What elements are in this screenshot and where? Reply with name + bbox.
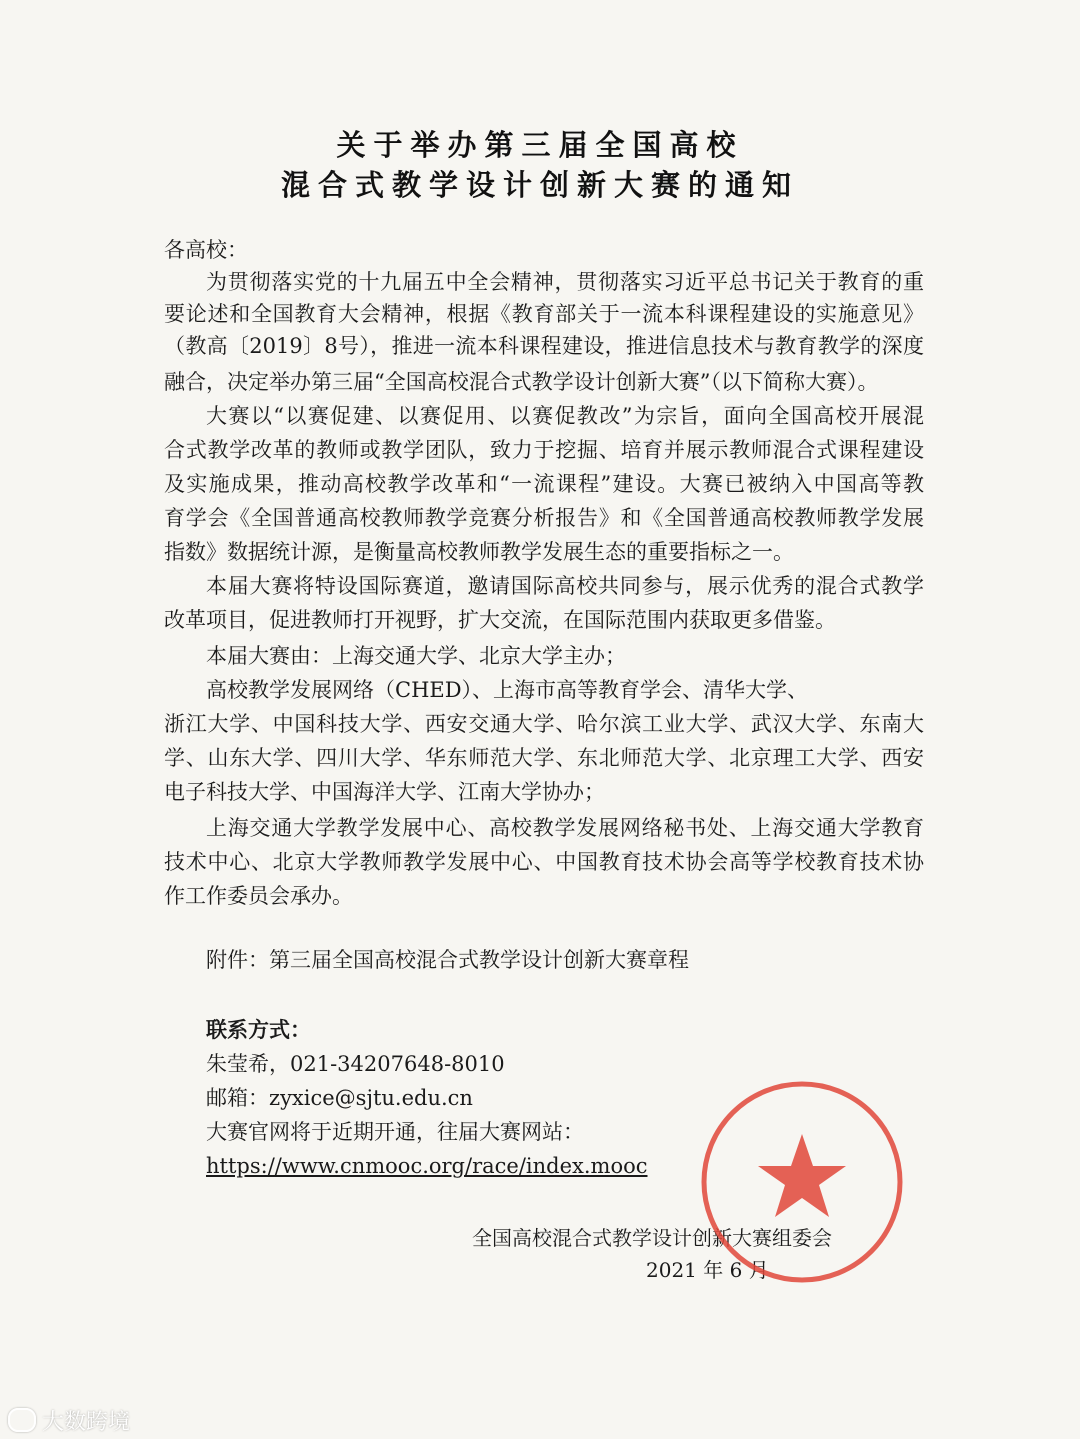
para5-line: 高校教学发展网络（CHED）、上海市高等教育学会、清华大学、: [206, 678, 809, 702]
para6-line: 技术中心、北京大学教师教学发展中心、中国教育技术协会高等学校教育技术协: [164, 850, 924, 874]
para1-line: 要论述和全国教育大会精神，根据《教育部关于一流本科课程建设的实施意见》: [164, 302, 924, 326]
para6-line: 上海交通大学教学发展中心、高校教学发展网络秘书处、上海交通大学教育: [206, 816, 924, 840]
para5-line: 电子科技大学、中国海洋大学、江南大学协办；: [164, 780, 605, 804]
para2-line: 大赛以“以赛促建、以赛促用、以赛促教改”为宗旨，面向全国高校开展混: [206, 404, 924, 428]
para4-line: 本届大赛由：上海交通大学、北京大学主办；: [206, 644, 626, 668]
para2-line: 合式教学改革的教师或教学团队，致力于挖掘、培育并展示教师混合式课程建设: [164, 438, 924, 462]
contact-heading: 联系方式：: [206, 1017, 311, 1042]
para1-line: （教高〔2019〕8号），推进一流本科课程建设，推进信息技术与教育教学的深度: [164, 334, 924, 358]
signature-date: 2021 年 6 月: [646, 1258, 769, 1282]
race-website-link[interactable]: https://www.cnmooc.org/race/index.mooc: [206, 1154, 648, 1178]
document-title-line2: 混合式教学设计创新大赛的通知: [280, 168, 799, 202]
para3-line: 改革项目，促进教师打开视野，扩大交流，在国际范围内获取更多借鉴。: [164, 608, 836, 632]
salutation: 各高校：: [164, 238, 248, 262]
website-note: 大赛官网将于近期开通，往届大赛网站：: [206, 1120, 584, 1144]
para2-line: 育学会《全国普通高校教师教学竞赛分析报告》和《全国普通高校教师教学发展: [164, 506, 924, 530]
para2-line: 及实施成果，推动高校教学改革和“一流课程”建设。大赛已被纳入中国高等教: [164, 472, 924, 496]
contact-person: 朱莹希，021-34207648-8010: [206, 1052, 505, 1076]
watermark-logo-icon: [8, 1408, 36, 1432]
para2-line: 指数》数据统计源，是衡量高校教师教学发展生态的重要指标之一。: [164, 540, 794, 564]
watermark-text: 大数跨境: [42, 1409, 131, 1435]
para5-line: 学、山东大学、四川大学、华东师范大学、东北师范大学、北京理工大学、西安: [164, 746, 924, 770]
contact-email: 邮箱：zyxice@sjtu.edu.cn: [206, 1086, 473, 1110]
document-title-line1: 关于举办第三届全国高校: [336, 128, 744, 162]
para5-line: 浙江大学、中国科技大学、西安交通大学、哈尔滨工业大学、武汉大学、东南大: [164, 712, 924, 736]
para6-line: 作工作委员会承办。: [164, 884, 353, 908]
para3-line: 本届大赛将特设国际赛道，邀请国际高校共同参与，展示优秀的混合式教学: [206, 574, 924, 598]
para1-line: 融合，决定举办第三届“全国高校混合式教学设计创新大赛”（以下简称大赛）。: [164, 370, 879, 394]
para1-line: 为贯彻落实党的十九届五中全会精神，贯彻落实习近平总书记关于教育的重: [206, 270, 924, 294]
watermark: [8, 1404, 130, 1436]
signature-org: 全国高校混合式教学设计创新大赛组委会: [472, 1226, 832, 1250]
official-seal-icon: [696, 1076, 908, 1288]
attachment-note: 附件：第三届全国高校混合式教学设计创新大赛章程: [206, 948, 689, 972]
